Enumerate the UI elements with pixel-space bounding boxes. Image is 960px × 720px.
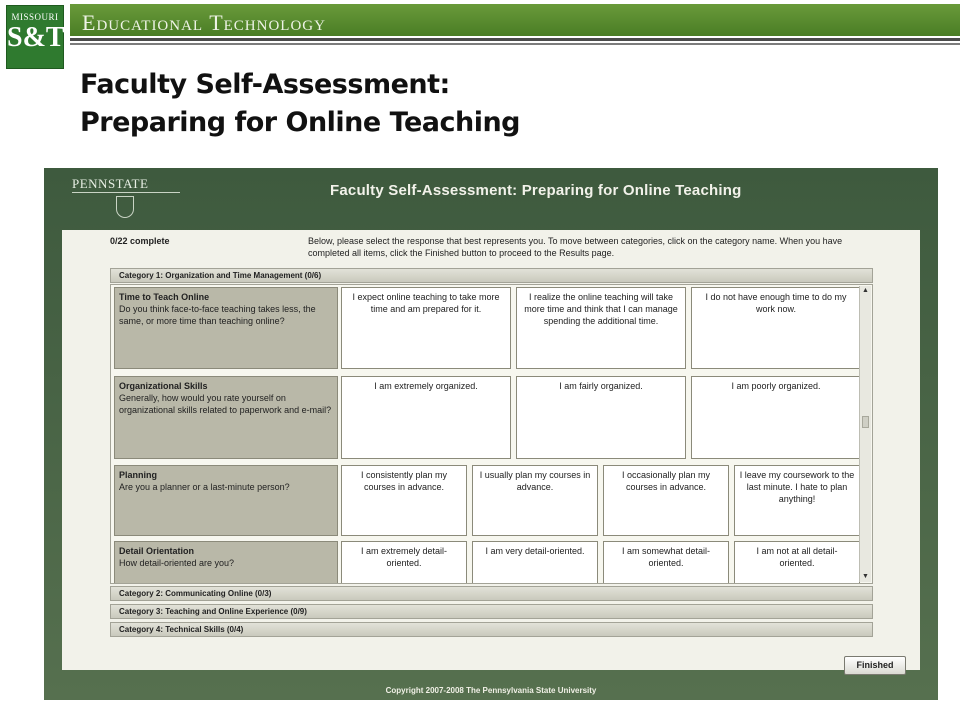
app-title: Faculty Self-Assessment: Preparing for Online Teaching: [330, 182, 742, 199]
scroll-up-icon[interactable]: ▲: [862, 287, 869, 294]
slide-title-line-2: Preparing for Online Teaching: [80, 107, 521, 138]
question-title: Time to Teach Online: [119, 292, 210, 302]
category-1-header[interactable]: Category 1: Organization and Time Management (0/6): [110, 268, 873, 283]
question-title: Organizational Skills: [119, 381, 208, 391]
scroll-down-icon[interactable]: ▼: [862, 573, 869, 580]
content-scrollbar[interactable]: [859, 286, 871, 582]
banner-title: Educational Technology: [82, 10, 326, 35]
instructions-text: Below, please select the response that best represents you. To move between categories, click on the category name. When you have completed all items, click the Finished button to proceed to the Results page.: [308, 236, 843, 258]
category-4-header[interactable]: Category 4: Technical Skills (0/4): [110, 622, 873, 637]
question-title: Planning: [119, 470, 157, 480]
copyright-text: Copyright 2007-2008 The Pennsylvania State University: [385, 686, 597, 695]
question-planning: [114, 465, 338, 536]
option-button[interactable]: I do not have enough time to do my work now.: [691, 287, 861, 369]
option-button[interactable]: I am very detail-oriented.: [472, 541, 598, 584]
header-rule: [70, 38, 960, 41]
option-button[interactable]: I am poorly organized.: [691, 376, 861, 459]
header-rule-thin: [70, 43, 960, 45]
option-button[interactable]: I am somewhat detail-oriented.: [603, 541, 729, 584]
progress-text: 0/22 complete: [110, 236, 170, 246]
question-organizational-skills: [114, 376, 338, 459]
header-banner: [70, 4, 960, 36]
option-button[interactable]: I am not at all detail-oriented.: [734, 541, 860, 584]
question-text: Do you think face-to-face teaching takes less, the same, or more time than teaching online?: [119, 304, 316, 326]
category-1-content: [110, 284, 873, 584]
pennstate-shield-icon: [116, 196, 134, 218]
app-window: [44, 168, 938, 700]
pennstate-logo: PENNSTATE: [72, 176, 149, 191]
category-2-header[interactable]: Category 2: Communicating Online (0/3): [110, 586, 873, 601]
option-button[interactable]: I expect online teaching to take more time and am prepared for it.: [341, 287, 511, 369]
question-text: How detail-oriented are you?: [119, 558, 235, 568]
question-text: Are you a planner or a last-minute person?: [119, 482, 290, 492]
question-text: Generally, how would you rate yourself on organizational skills related to paperwork and e-mail?: [119, 393, 332, 415]
missouri-st-logo: [6, 5, 64, 69]
finished-button[interactable]: Finished: [844, 656, 906, 675]
scroll-thumb[interactable]: [862, 416, 869, 428]
question-time-to-teach: [114, 287, 338, 369]
option-button[interactable]: I occasionally plan my courses in advance.: [603, 465, 729, 536]
category-3-header[interactable]: Category 3: Teaching and Online Experience (0/9): [110, 604, 873, 619]
logo-main-text: S&T: [7, 22, 65, 53]
slide-title-line-1: Faculty Self-Assessment:: [80, 69, 450, 100]
option-button[interactable]: I am extremely detail-oriented.: [341, 541, 467, 584]
logo-top-text: MISSOURI: [11, 12, 59, 22]
option-button[interactable]: I realize the online teaching will take more time and think that I can manage spending the additional time.: [516, 287, 686, 369]
assessment-panel: [62, 230, 920, 670]
question-title: Detail Orientation: [119, 546, 195, 556]
option-button[interactable]: I consistently plan my courses in advance.: [341, 465, 467, 536]
pennstate-logo-rule: [72, 192, 180, 193]
option-button[interactable]: I am extremely organized.: [341, 376, 511, 459]
option-button[interactable]: I am fairly organized.: [516, 376, 686, 459]
slide-title: [80, 66, 880, 142]
option-button[interactable]: I usually plan my courses in advance.: [472, 465, 598, 536]
option-button[interactable]: I leave my coursework to the last minute. I hate to plan anything!: [734, 465, 860, 536]
question-detail-orientation: [114, 541, 338, 584]
